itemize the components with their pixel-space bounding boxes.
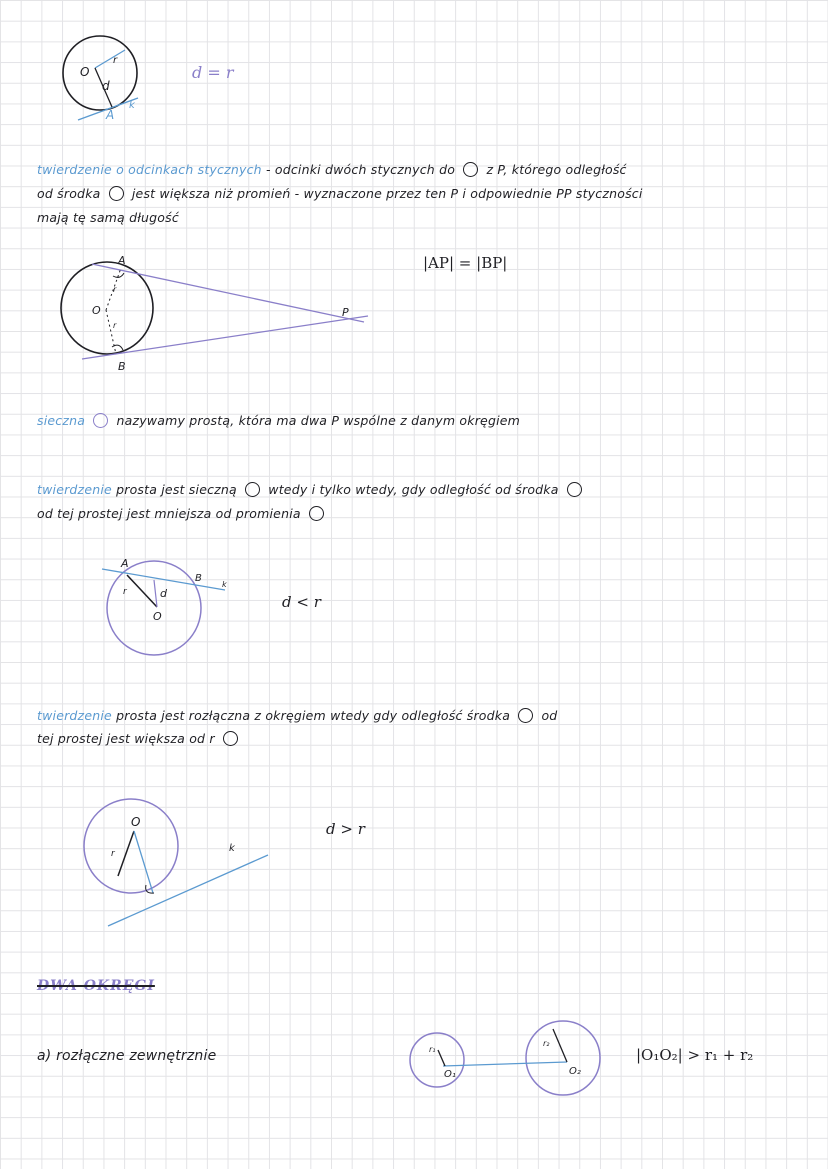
figure-disjoint xyxy=(84,799,268,926)
two-circles-formula: |O₁O₂| > r₁ + r₂ xyxy=(636,1046,754,1064)
circle-symbol xyxy=(93,413,108,428)
fig2-right-angle-B xyxy=(112,345,123,350)
fig5-circle-2 xyxy=(526,1021,600,1095)
fig4-label-r: r xyxy=(111,849,115,859)
secant-theorem-line-2 xyxy=(37,506,328,521)
fig3-label-B: B xyxy=(195,573,202,584)
fig1-circle xyxy=(63,36,137,110)
figure-two-circles xyxy=(410,1021,600,1095)
fig1-label-A: A xyxy=(106,108,115,122)
secant-theorem-text-2: od tej prostej jest mniejsza od promienia xyxy=(37,506,301,521)
circle-symbol xyxy=(245,482,260,497)
tangent-theorem-title: twierdzenie o odcinkach stycznych xyxy=(37,162,262,177)
fig2-radius-down xyxy=(106,310,116,354)
secant-theorem-text-1b: wtedy i tylko wtedy, gdy odległość od środka xyxy=(268,482,559,497)
fig2-tangent-lower xyxy=(82,316,368,359)
secant-theorem-text-1: prosta jest sieczną xyxy=(116,482,237,497)
fig4-distance xyxy=(134,831,153,893)
fig4-label-O: O xyxy=(131,815,141,829)
fig2-label-r-lower: r xyxy=(113,321,117,330)
tangent-theorem-text-2a: od środka xyxy=(37,186,101,201)
secant-definition xyxy=(37,413,520,428)
fig3-label-A: A xyxy=(121,557,129,570)
circle-symbol xyxy=(309,506,324,521)
secant-theorem-title: twierdzenie xyxy=(37,482,112,497)
fig1-label-r: r xyxy=(113,55,118,66)
fig3-distance xyxy=(154,580,157,607)
figure-secant xyxy=(102,557,227,655)
tangent-theorem-line-1 xyxy=(37,162,627,177)
disjoint-theorem-text-2: tej prostej jest większa od r xyxy=(37,731,215,746)
circle-symbol xyxy=(518,708,533,723)
disjoint-theorem-text-1: prosta jest rozłączna z okręgiem wtedy gdy odległość środka xyxy=(116,708,511,723)
fig4-radius xyxy=(118,831,134,876)
fig5-label-O2: O₂ xyxy=(569,1066,581,1077)
fig2-label-O: O xyxy=(92,304,101,317)
secant-term: sieczna xyxy=(37,413,86,428)
fig4-relation: d > r xyxy=(326,820,365,838)
circle-symbol xyxy=(463,162,478,177)
circle-symbol xyxy=(109,186,124,201)
fig2-circle xyxy=(61,262,153,354)
tangent-theorem-text-2b: jest większa niż promień - wyznaczone przez ten P i odpowiednie PP styczności xyxy=(131,186,643,201)
tangent-theorem-line-2 xyxy=(37,186,643,201)
figure-two-tangents xyxy=(61,254,368,373)
fig2-label-B: B xyxy=(118,360,126,373)
fig1-label-d: d xyxy=(102,79,110,93)
fig1-label-k: k xyxy=(129,100,135,111)
circle-symbol xyxy=(567,482,582,497)
disjoint-theorem-line-1 xyxy=(37,708,557,723)
fig5-label-r2: r₂ xyxy=(543,1039,550,1048)
fig3-relation: d < r xyxy=(282,593,321,611)
fig2-tangent-upper xyxy=(92,264,364,322)
circle-symbol xyxy=(223,731,238,746)
tangent-theorem-text-1a: - odcinki dwóch stycznych do xyxy=(265,162,456,177)
disjoint-theorem-text-1b: od xyxy=(541,708,558,723)
fig4-label-k: k xyxy=(229,843,235,854)
tangent-theorem-line-3: mają tę samą długość xyxy=(37,210,179,225)
tangent-theorem-text-1b: z P, którego odległość xyxy=(486,162,627,177)
fig5-label-O1: O₁ xyxy=(444,1069,456,1080)
fig3-label-O: O xyxy=(153,610,162,623)
fig4-outer-line xyxy=(108,855,268,926)
secant-theorem-line-1 xyxy=(37,482,586,497)
tangent-formula: |AP| = |BP| xyxy=(423,254,508,272)
figure-tangent xyxy=(63,36,138,122)
secant-text: nazywamy prostą, która ma dwa P wspólne z danym okręgiem xyxy=(116,413,521,428)
fig5-label-r1: r₁ xyxy=(429,1045,436,1054)
fig4-circle xyxy=(84,799,178,893)
fig1-radius xyxy=(95,50,125,68)
fig5-center-line xyxy=(443,1062,567,1066)
fig3-label-r: r xyxy=(123,587,127,597)
two-circles-heading: DWA OKRĘGI xyxy=(37,978,155,994)
fig3-circle xyxy=(107,561,201,655)
fig1-label-O: O xyxy=(80,65,90,79)
disjoint-theorem-line-2 xyxy=(37,731,242,746)
fig3-label-k: k xyxy=(222,580,227,589)
fig5-circle-1 xyxy=(410,1033,464,1087)
fig2-label-r-upper: r xyxy=(113,285,117,294)
fig1-relation: d = r xyxy=(192,63,234,82)
fig3-radius xyxy=(127,575,157,607)
fig2-label-A: A xyxy=(118,254,126,267)
fig5-radius-2 xyxy=(553,1029,567,1062)
two-circles-case-a: a) rozłączne zewnętrznie xyxy=(37,1048,217,1064)
fig2-label-P: P xyxy=(342,306,349,319)
fig3-label-d: d xyxy=(160,587,167,600)
fig5-radius-1 xyxy=(438,1050,445,1066)
disjoint-theorem-title: twierdzenie xyxy=(37,708,112,723)
